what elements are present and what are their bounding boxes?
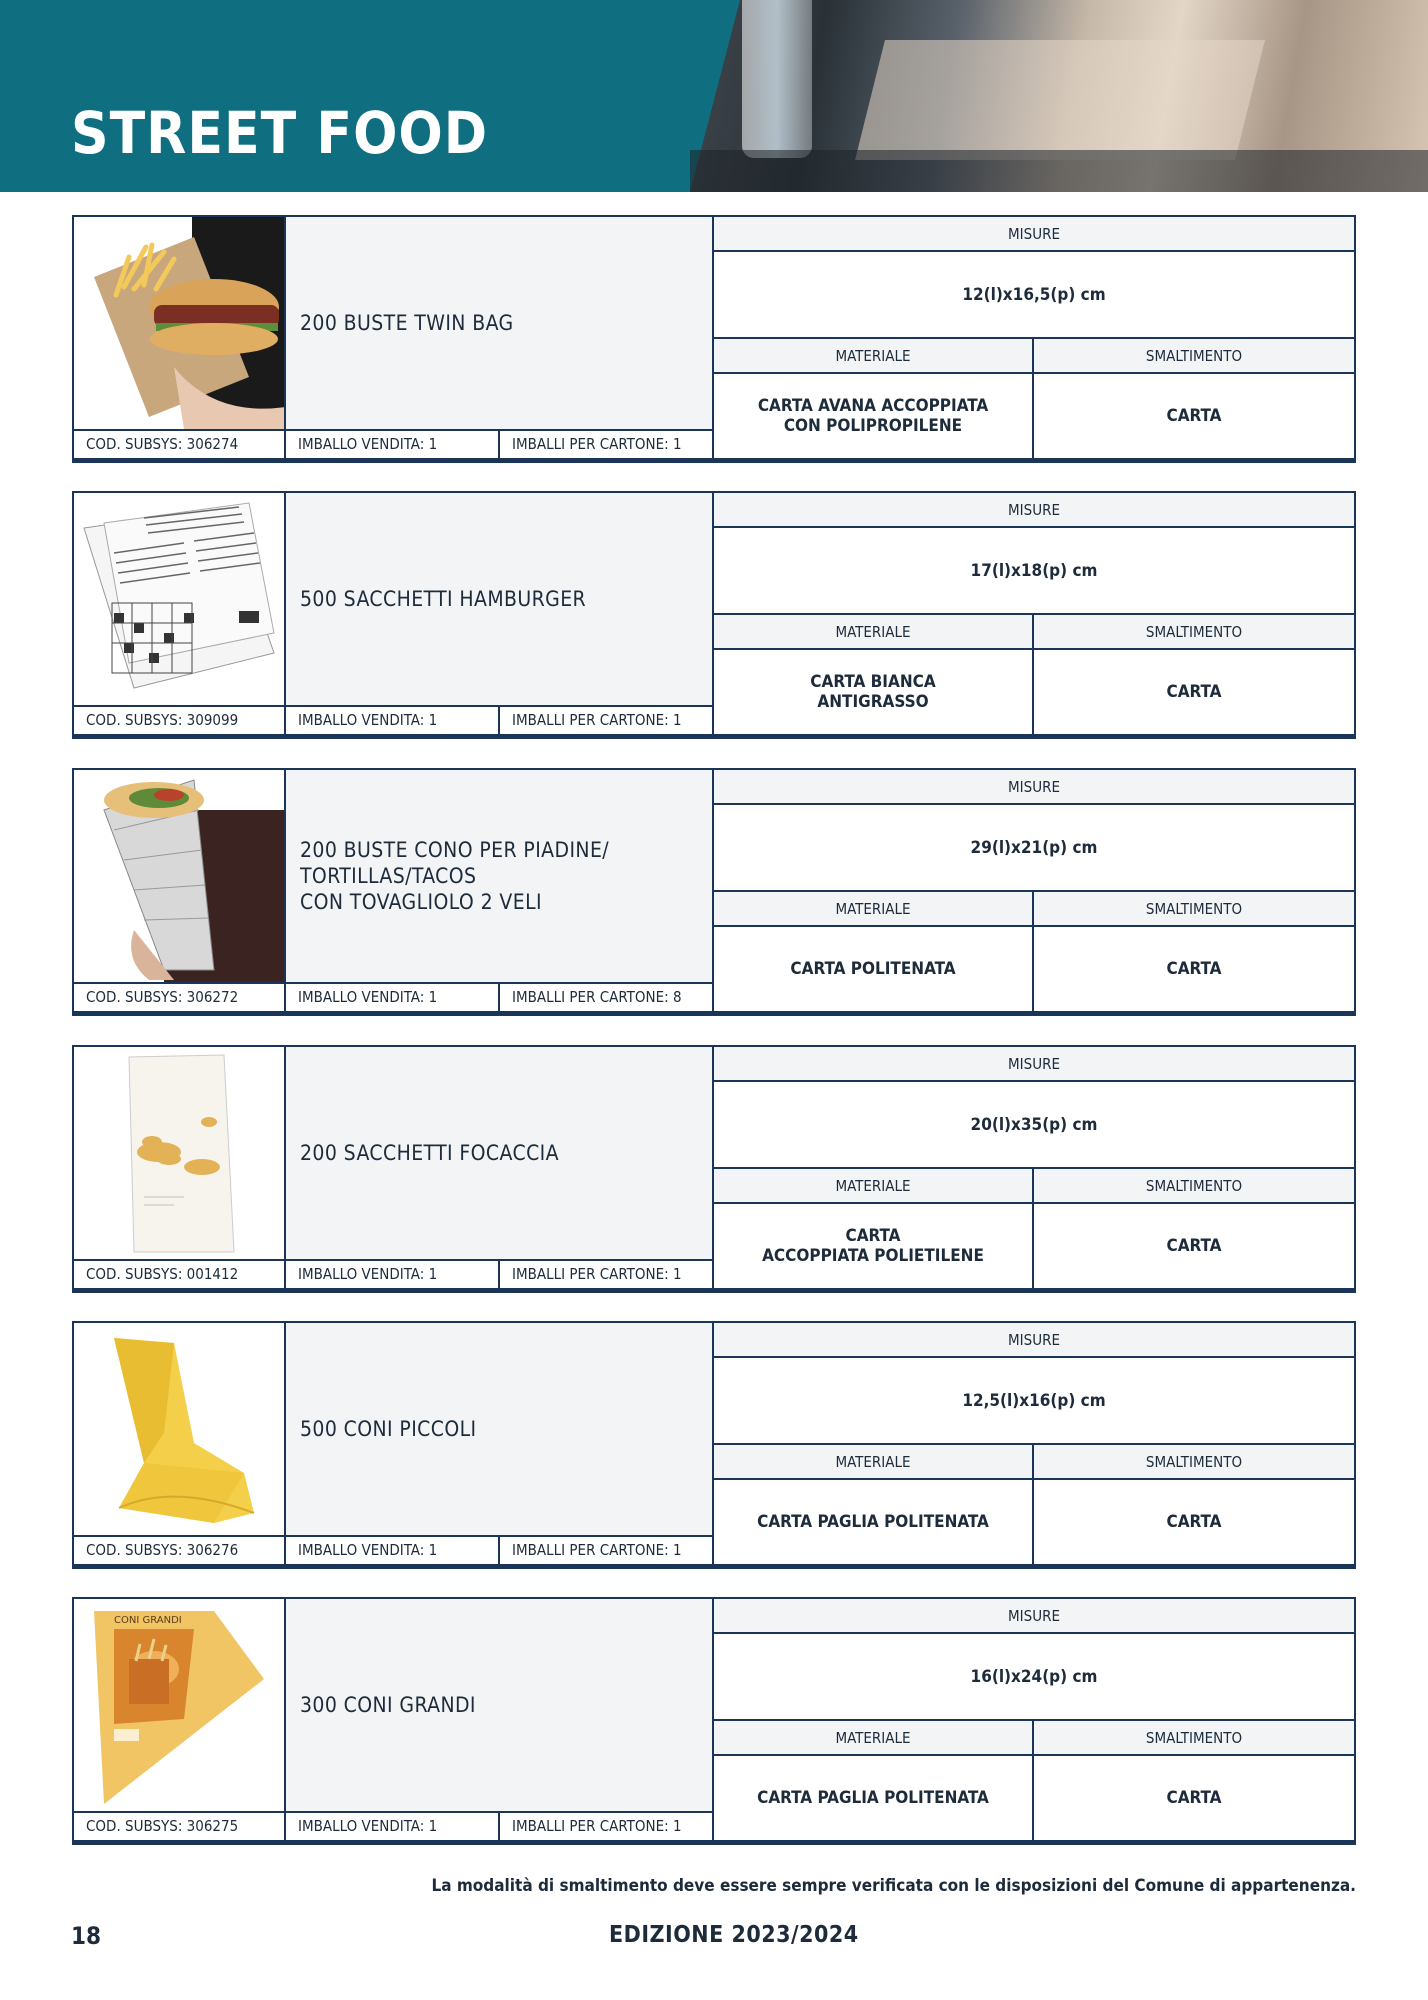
product-info-row bbox=[74, 1535, 714, 1564]
header-photo-box bbox=[855, 40, 1265, 160]
large-cone-label: CONI GRANDI bbox=[114, 1615, 182, 1626]
imballo-vendita: IMBALLO VENDITA: 1 bbox=[286, 1537, 500, 1564]
smaltimento-header: SMALTIMENTO bbox=[1034, 892, 1354, 927]
smaltimento-header: SMALTIMENTO bbox=[1034, 615, 1354, 650]
materiale-header: MATERIALE bbox=[714, 339, 1034, 374]
product-code: COD. SUBSYS: 306275 bbox=[74, 1813, 286, 1840]
header-photo-bottle bbox=[742, 0, 812, 158]
product-code: COD. SUBSYS: 309099 bbox=[74, 707, 286, 734]
product-image bbox=[74, 217, 286, 429]
materiale-value: CARTA PAGLIA POLITENATA bbox=[714, 1480, 1034, 1564]
misure-header: MISURE bbox=[714, 493, 1354, 528]
product-code: COD. SUBSYS: 306276 bbox=[74, 1537, 286, 1564]
misure-header: MISURE bbox=[714, 1323, 1354, 1358]
materiale-header: MATERIALE bbox=[714, 615, 1034, 650]
imballi-per-cartone: IMBALLI PER CARTONE: 1 bbox=[512, 1817, 682, 1835]
materiale-header: MATERIALE bbox=[714, 892, 1034, 927]
materiale-value: CARTA AVANA ACCOPPIATA CON POLIPROPILENE bbox=[714, 374, 1034, 458]
materiale-header: MATERIALE bbox=[714, 1721, 1034, 1756]
product-specs bbox=[714, 1323, 1354, 1564]
large-cone-image bbox=[74, 1599, 286, 1811]
imballi-per-cartone: IMBALLI PER CARTONE: 8 bbox=[512, 988, 682, 1006]
product-title: 500 CONI PICCOLI bbox=[300, 1417, 477, 1441]
misure-value: 12,5(l)x16(p) cm bbox=[714, 1358, 1354, 1445]
smaltimento-header: SMALTIMENTO bbox=[1034, 339, 1354, 374]
piadina-cone-image bbox=[74, 770, 286, 982]
product-info-row bbox=[74, 982, 714, 1011]
product-code: COD. SUBSYS: 306274 bbox=[74, 431, 286, 458]
product-info-row bbox=[74, 1811, 714, 1840]
materiale-header: MATERIALE bbox=[714, 1169, 1034, 1204]
product-specs bbox=[714, 217, 1354, 458]
product-card bbox=[72, 1597, 1356, 1845]
product-image bbox=[74, 493, 286, 705]
product-title: 300 CONI GRANDI bbox=[300, 1693, 476, 1717]
small-yellow-cone-image bbox=[74, 1323, 286, 1535]
product-card bbox=[72, 215, 1356, 463]
materiale-value: CARTA BIANCA ANTIGRASSO bbox=[714, 650, 1034, 734]
misure-value: 20(l)x35(p) cm bbox=[714, 1082, 1354, 1169]
imballo-vendita: IMBALLO VENDITA: 1 bbox=[286, 984, 500, 1011]
product-image bbox=[74, 1599, 286, 1811]
product-card bbox=[72, 1045, 1356, 1293]
smaltimento-value: CARTA bbox=[1034, 374, 1354, 458]
product-specs bbox=[714, 1599, 1354, 1840]
misure-header: MISURE bbox=[714, 217, 1354, 252]
misure-header: MISURE bbox=[714, 1047, 1354, 1082]
smaltimento-value: CARTA bbox=[1034, 1480, 1354, 1564]
header-photo-shadow bbox=[690, 150, 1428, 192]
product-title-cell bbox=[286, 1047, 714, 1259]
product-title-cell bbox=[286, 1323, 714, 1535]
smaltimento-header: SMALTIMENTO bbox=[1034, 1445, 1354, 1480]
imballo-vendita: IMBALLO VENDITA: 1 bbox=[286, 707, 500, 734]
page-title: STREET FOOD bbox=[71, 99, 489, 167]
misure-value: 17(l)x18(p) cm bbox=[714, 528, 1354, 615]
misure-value: 29(l)x21(p) cm bbox=[714, 805, 1354, 892]
product-card bbox=[72, 1321, 1356, 1569]
product-title: 200 BUSTE TWIN BAG bbox=[300, 311, 514, 335]
imballi-per-cartone: IMBALLI PER CARTONE: 1 bbox=[512, 1541, 682, 1559]
product-image bbox=[74, 770, 286, 982]
materiale-header: MATERIALE bbox=[714, 1445, 1034, 1480]
smaltimento-header: SMALTIMENTO bbox=[1034, 1169, 1354, 1204]
smaltimento-value: CARTA bbox=[1034, 650, 1354, 734]
product-info-row bbox=[74, 705, 714, 734]
product-code: COD. SUBSYS: 306272 bbox=[74, 984, 286, 1011]
page-number: 18 bbox=[71, 1922, 102, 1950]
smaltimento-value: CARTA bbox=[1034, 1204, 1354, 1288]
product-title-cell bbox=[286, 770, 714, 982]
page-header bbox=[0, 0, 1428, 192]
smaltimento-header: SMALTIMENTO bbox=[1034, 1721, 1354, 1756]
disposal-note: La modalità di smaltimento deve essere sempre verificata con le disposizioni del Comune di appartenenza. bbox=[431, 1876, 1356, 1896]
smaltimento-value: CARTA bbox=[1034, 927, 1354, 1011]
imballi-per-cartone: IMBALLI PER CARTONE: 1 bbox=[512, 711, 682, 729]
materiale-value: CARTA POLITENATA bbox=[714, 927, 1034, 1011]
newspaper-bag-image bbox=[74, 493, 286, 705]
product-title: 500 SACCHETTI HAMBURGER bbox=[300, 587, 587, 611]
product-info-row bbox=[74, 1259, 714, 1288]
twin-bag-burger-image bbox=[74, 217, 286, 429]
product-title-cell bbox=[286, 493, 714, 705]
imballi-per-cartone: IMBALLI PER CARTONE: 1 bbox=[512, 1265, 682, 1283]
misure-value: 16(l)x24(p) cm bbox=[714, 1634, 1354, 1721]
misure-header: MISURE bbox=[714, 1599, 1354, 1634]
edition-label: EDIZIONE 2023/2024 bbox=[609, 1922, 859, 1948]
product-title-cell bbox=[286, 217, 714, 429]
product-title: 200 SACCHETTI FOCACCIA bbox=[300, 1141, 559, 1165]
focaccia-bag-image bbox=[74, 1047, 286, 1259]
product-code: COD. SUBSYS: 001412 bbox=[74, 1261, 286, 1288]
product-info-row bbox=[74, 429, 714, 458]
product-card bbox=[72, 768, 1356, 1016]
product-image bbox=[74, 1323, 286, 1535]
misure-header: MISURE bbox=[714, 770, 1354, 805]
product-image bbox=[74, 1047, 286, 1259]
product-title: 200 BUSTE CONO PER PIADINE/ TORTILLAS/TACOS CON TOVAGLIOLO 2 VELI bbox=[300, 838, 610, 914]
product-title-cell bbox=[286, 1599, 714, 1811]
misure-value: 12(l)x16,5(p) cm bbox=[714, 252, 1354, 339]
product-card bbox=[72, 491, 1356, 739]
imballo-vendita: IMBALLO VENDITA: 1 bbox=[286, 1261, 500, 1288]
product-specs bbox=[714, 493, 1354, 734]
imballi-per-cartone: IMBALLI PER CARTONE: 1 bbox=[512, 435, 682, 453]
materiale-value: CARTA PAGLIA POLITENATA bbox=[714, 1756, 1034, 1840]
imballo-vendita: IMBALLO VENDITA: 1 bbox=[286, 1813, 500, 1840]
materiale-value: CARTA ACCOPPIATA POLIETILENE bbox=[714, 1204, 1034, 1288]
product-specs bbox=[714, 1047, 1354, 1288]
imballo-vendita: IMBALLO VENDITA: 1 bbox=[286, 431, 500, 458]
smaltimento-value: CARTA bbox=[1034, 1756, 1354, 1840]
product-specs bbox=[714, 770, 1354, 1011]
